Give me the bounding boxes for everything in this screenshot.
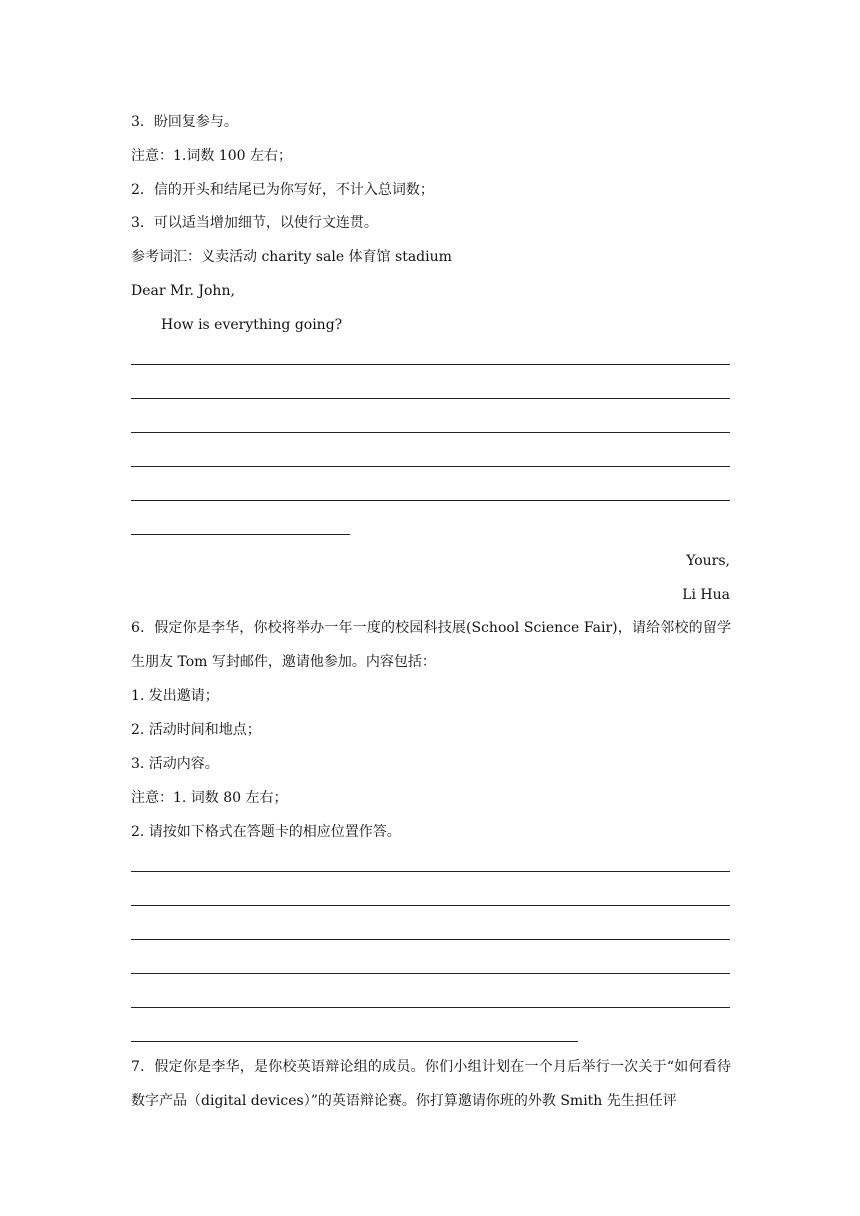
answer-line[interactable] [131,364,730,365]
question-6-note-2: 2. 请按如下格式在答题卡的相应位置作答。 [131,824,401,840]
answer-line[interactable] [131,905,730,906]
answer-line[interactable] [131,939,730,940]
question-6-item-3: 3. 活动内容。 [131,756,219,772]
question-6-prompt: 6．假定你是李华，你校将举办一年一度的校园科技展(School Science Fair)，请给邻校的留学生朋友 Tom 写封邮件，邀请他参加。内容包括： [131,620,731,670]
answer-line[interactable] [131,500,730,501]
requirement-3: 3．盼回复参与。 [131,114,238,130]
question-6-note-1: 注意：1. 词数 80 左右； [131,790,288,806]
note-word-count: 注意：1.词数 100 左右； [131,148,292,164]
answer-line-short[interactable] [131,1041,578,1042]
letter-closing: Yours, [686,553,730,569]
question-6-item-1: 1. 发出邀请； [131,688,219,704]
note-add-details: 3．可以适当增加细节，以使行文连贯。 [131,215,378,231]
letter-salutation: Dear Mr. John, [131,283,235,299]
answer-line[interactable] [131,432,730,433]
question-7-prompt: 7．假定你是李华，是你校英语辩论组的成员。你们小组计划在一个月后举行一次关于“如何看待数字产品（digital devices）”的英语辩论赛。你打算邀请你班的外教 Smith 先生担任评 [131,1059,731,1109]
answer-line[interactable] [131,1007,730,1008]
answer-line[interactable] [131,871,730,872]
answer-line-short[interactable] [131,534,350,535]
note-opening-closing: 2．信的开头和结尾已为你写好，不计入总词数； [131,182,434,198]
answer-line[interactable] [131,398,730,399]
letter-signature: Li Hua [682,587,730,603]
question-6-item-2: 2. 活动时间和地点； [131,722,261,738]
reference-vocabulary: 参考词汇：义卖活动 charity sale 体育馆 stadium [131,249,452,265]
answer-line[interactable] [131,466,730,467]
letter-opening-sentence: How is everything going? [161,317,343,333]
answer-line[interactable] [131,973,730,974]
